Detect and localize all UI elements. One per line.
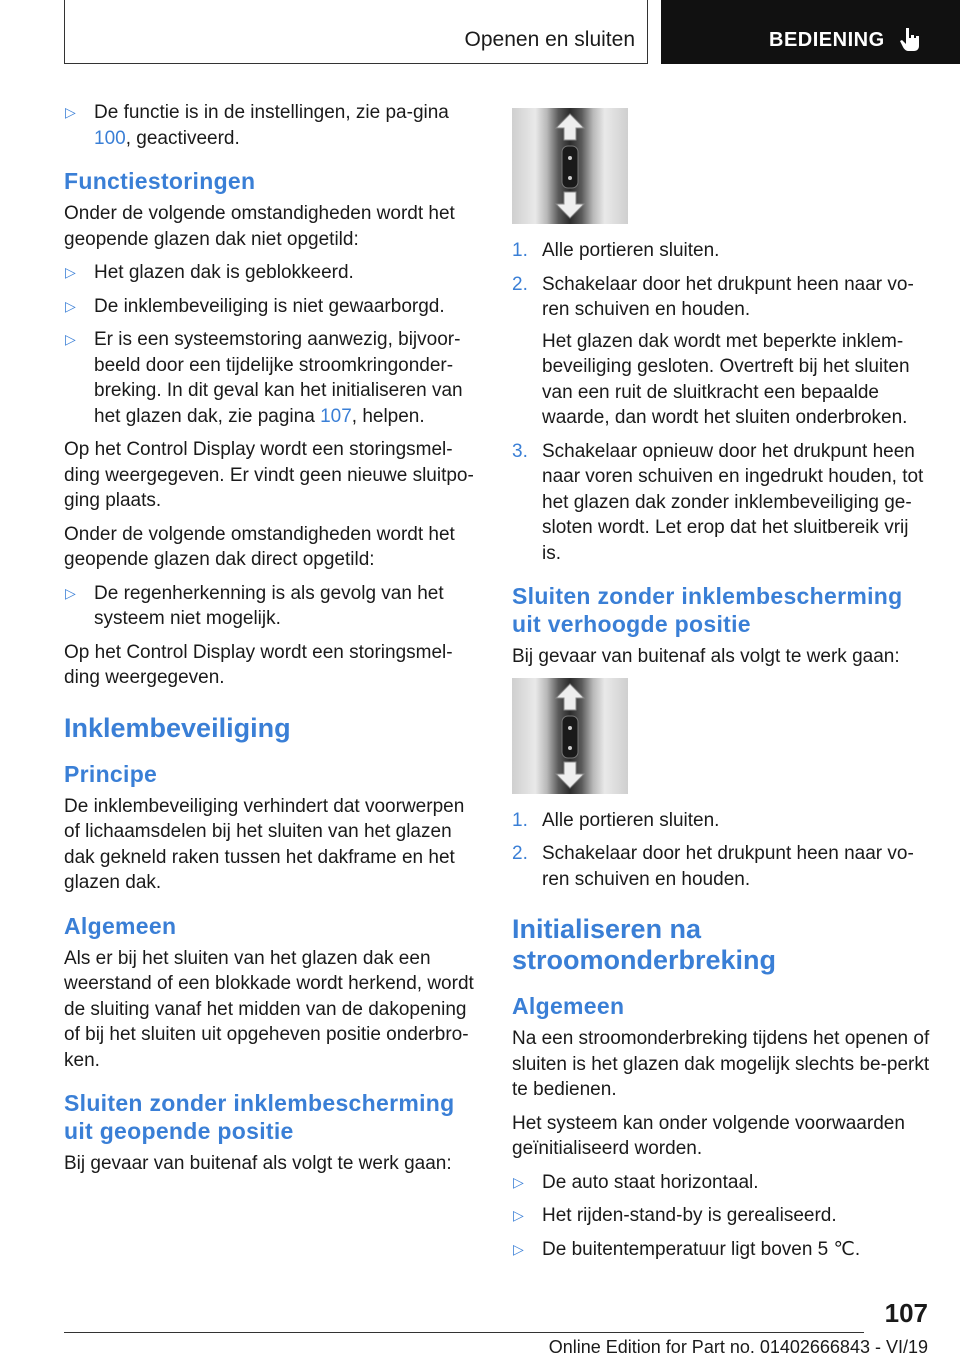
bullet-list [512,1170,932,1263]
roof-switch-image [512,108,628,224]
triangle-bullet-icon: ▷ [513,1207,524,1223]
page-link[interactable]: 107 [320,405,352,427]
right-column [512,100,932,1270]
heading-functiestoringen: Functiestoringen [64,168,256,194]
footer-edition: Online Edition for Part no. 01402666843 - VI/19 [548,1337,928,1357]
left-column [64,100,479,1185]
list-item: ▷ De buitentemperatuur ligt boven 5 ℃. [512,1237,932,1263]
list-item: ▷ De auto staat horizontaal. [512,1170,932,1196]
bullet-list [64,260,479,429]
footer-divider [64,1332,864,1333]
roof-switch-image [512,678,628,794]
heading-initialiseren: Initialiseren na stroomonderbreking [512,914,777,975]
triangle-bullet-icon: ▷ [65,104,76,120]
steps-list [512,808,932,893]
list-item: ▷ De inklembeveiliging is niet gewaarborgd. [64,294,479,320]
triangle-bullet-icon: ▷ [65,331,76,347]
paragraph: Op het Control Display wordt een storingsmel-ding weergegeven. [64,641,453,688]
heading-sluiten-geopende: Sluiten zonder inklembescherming uit geopende positie [64,1090,455,1144]
list-item: 1. Alle portieren sluiten. [512,809,720,831]
list-item: ▷ De functie is in de instellingen, zie pa-gina 100, geactiveerd. [65,102,449,149]
hand-pointer-icon [896,26,924,54]
page-number: 107 [884,1298,928,1328]
heading-sluiten-verhoogde: Sluiten zonder inklembescherming uit verhoogde positie [512,583,903,637]
list-item: 1. Alle portieren sluiten. [512,240,720,261]
heading-inklembeveiliging: Inklembeveiliging [64,712,291,743]
chapter-title: BEDIENING [769,29,885,51]
list-item: ▷ De regenherkenning is als gevolg van het systeem niet mogelijk. [65,582,444,629]
list-item: 2. Schakelaar door het drukpunt heen naar vo-ren schuiven en houden. [512,843,914,890]
header-chapter-tab [661,0,960,64]
switch-arrows-icon [512,108,628,224]
steps-list [512,238,932,566]
bullet-list-top [64,100,479,151]
paragraph: Na een stroomonderbreking tijdens het openen of sluiten is het glazen dak mogelijk slechts be-perkt te bedienen. [512,1028,930,1100]
heading-algemeen: Algemeen [512,993,625,1019]
heading-principe: Principe [64,760,158,787]
triangle-bullet-icon: ▷ [513,1240,524,1257]
triangle-bullet-icon: ▷ [65,584,76,601]
page-link[interactable]: 100 [94,127,126,149]
triangle-bullet-icon: ▷ [65,264,76,280]
heading-algemeen: Algemeen [64,912,177,939]
section-title: Openen en sluiten [464,28,635,51]
switch-arrows-icon [512,678,628,794]
paragraph: Onder de volgende omstandigheden wordt het geopende glazen dak direct opgetild: [64,523,455,570]
triangle-bullet-icon: ▷ [513,1173,524,1190]
paragraph: Het systeem kan onder volgende voorwaarden geïnitialiseerd worden. [512,1112,905,1159]
paragraph: Bij gevaar van buitenaf als volgt te werk gaan: [512,646,900,667]
list-item: ▷ Het glazen dak is geblokkeerd. [64,260,479,286]
header-section-tab [64,0,648,64]
bullet-list [64,581,479,632]
paragraph: De inklembeveiliging verhindert dat voorwerpen of lichaamsdelen bij het sluiten van het glazen dak gekneld raken tussen het dakframe en het glazen dak. [64,795,465,893]
paragraph: Bij gevaar van buitenaf als volgt te werk gaan: [64,1153,452,1174]
paragraph: Op het Control Display wordt een storingsmel-ding weergegeven. Er vindt geen nieuwe sluitpo-ging plaats. [64,439,474,511]
list-item: ▷ Er is een systeemstoring aanwezig, bijvoor-beeld door een tijdelijke stroomkringonder-breking. In dit geval kan het initialiseren van het glazen dak, zie pagina 107, helpen. [65,329,463,427]
list-item: 3. Schakelaar opnieuw door het drukpunt heen naar voren schuiven en ingedrukt houden, tot het glazen dak zonder inklembeveiliging ge-sloten wordt. Let erop dat het sluitbereik vrij is. [512,440,924,564]
paragraph: Als er bij het sluiten van het glazen dak een weerstand of een blokkade wordt herkend, wordt de sluiting vanaf het midden van de dakopening of bij het sluiten uit opgeheven positie onderbro-ken. [64,947,474,1071]
paragraph: Onder de volgende omstandigheden wordt het geopende glazen dak niet opgetild: [64,203,455,250]
triangle-bullet-icon: ▷ [65,297,76,314]
list-item: 2. Schakelaar door het drukpunt heen naar vo-ren schuiven en houden. Het glazen dak wordt met beperkte inklem-beveiliging gesloten. Overtreft bij het sluiten van een ruit de sluitkracht een bepaalde waarde, dan wordt het sluiten onderbroken. [512,273,914,428]
list-item: ▷ Het rijden-stand-by is gerealiseerd. [512,1203,932,1229]
